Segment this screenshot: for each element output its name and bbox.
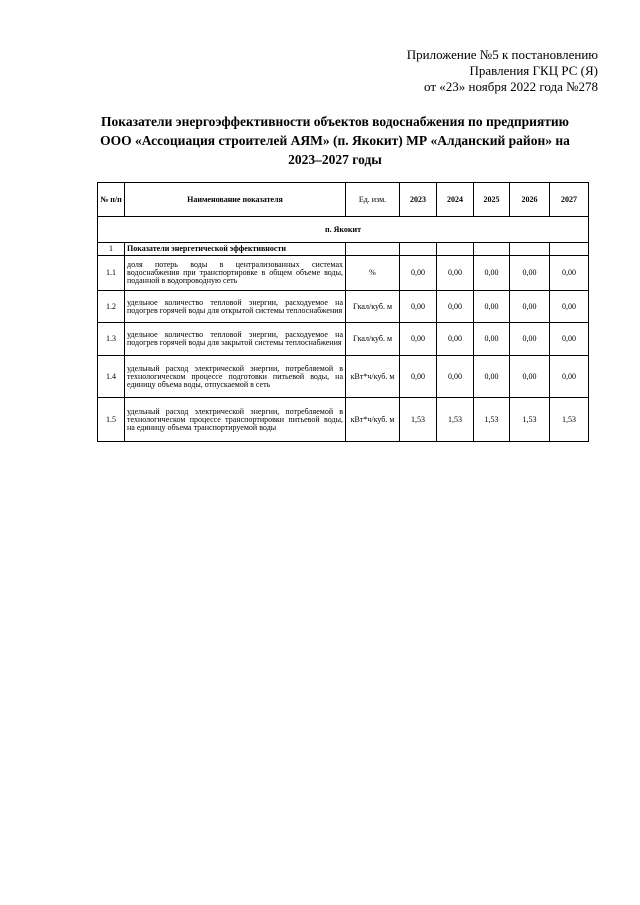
row-value: 0,00 <box>510 356 550 398</box>
row-value: 0,00 <box>510 323 550 356</box>
row-value: 1,53 <box>474 398 510 442</box>
empty-cell <box>437 243 474 256</box>
row-name: удельное количество тепловой энергии, расходуемое на подогрев горячей воды для закрытой системы теплоснабжения <box>125 323 346 356</box>
location-name: п. Якокит <box>98 217 589 243</box>
row-value: 1,53 <box>510 398 550 442</box>
row-num: 1.5 <box>98 398 125 442</box>
title-line-1: Показатели энергоэффективности объектов водоснабжения по предприятию <box>101 114 569 129</box>
header-year: 2025 <box>474 183 510 217</box>
header-year: 2026 <box>510 183 550 217</box>
row-num: 1.4 <box>98 356 125 398</box>
row-name: удельный расход электрической энергии, потребляемой в технологическом процессе подготовки питьевой воды, на единицу объема воды, отпускаемой в сеть <box>125 356 346 398</box>
row-value: 0,00 <box>474 256 510 291</box>
header-name: Наименование показателя <box>125 183 346 217</box>
row-value: 0,00 <box>550 256 589 291</box>
row-num: 1.1 <box>98 256 125 291</box>
section-num: 1 <box>98 243 125 256</box>
indicators-table <box>97 182 589 442</box>
row-num: 1.3 <box>98 323 125 356</box>
row-value: 1,53 <box>437 398 474 442</box>
header-num: № п/п <box>98 183 125 217</box>
document-title <box>80 112 590 169</box>
row-name: удельный расход электрической энергии, потребляемой в технологическом процессе транспортировки питьевой воды, на единицу объема транспортируемой воды <box>125 398 346 442</box>
row-name: доля потерь воды в централизованных системах водоснабжения при транспортировке в общем объеме воды, поданной в водопроводную сеть <box>125 256 346 291</box>
appendix-line-1: Приложение №5 к постановлению <box>406 47 598 62</box>
row-value: 0,00 <box>474 291 510 323</box>
row-num: 1.2 <box>98 291 125 323</box>
section-name: Показатели энергетической эффективности <box>125 243 346 256</box>
appendix-line-2: Правления ГКЦ РС (Я) <box>469 63 598 78</box>
row-value: 0,00 <box>400 356 437 398</box>
row-value: 0,00 <box>437 323 474 356</box>
table-row <box>98 398 589 442</box>
empty-cell <box>400 243 437 256</box>
row-value: 1,53 <box>400 398 437 442</box>
row-value: 0,00 <box>550 291 589 323</box>
row-value: 0,00 <box>474 356 510 398</box>
appendix-note <box>278 47 598 95</box>
section-row <box>98 243 589 256</box>
empty-cell <box>346 243 400 256</box>
header-year: 2023 <box>400 183 437 217</box>
empty-cell <box>550 243 589 256</box>
row-value: 0,00 <box>437 256 474 291</box>
row-unit: кВт*ч/куб. м <box>346 398 400 442</box>
title-line-2: ООО «Ассоциация строителей АЯМ» (п. Якокит) МР «Алданский район» на <box>100 133 570 148</box>
header-year: 2027 <box>550 183 589 217</box>
row-value: 1,53 <box>550 398 589 442</box>
empty-cell <box>474 243 510 256</box>
row-value: 0,00 <box>400 256 437 291</box>
table-row <box>98 256 589 291</box>
appendix-line-3: от «23» ноября 2022 года №278 <box>424 79 598 94</box>
row-value: 0,00 <box>474 323 510 356</box>
row-value: 0,00 <box>550 323 589 356</box>
location-row <box>98 217 589 243</box>
row-value: 0,00 <box>510 256 550 291</box>
row-name: удельное количество тепловой энергии, расходуемое на подогрев горячей воды для открытой системы теплоснабжения <box>125 291 346 323</box>
empty-cell <box>510 243 550 256</box>
header-unit: Ед. изм. <box>346 183 400 217</box>
row-unit: кВт*ч/куб. м <box>346 356 400 398</box>
row-value: 0,00 <box>550 356 589 398</box>
header-year: 2024 <box>437 183 474 217</box>
row-value: 0,00 <box>437 356 474 398</box>
row-value: 0,00 <box>510 291 550 323</box>
row-unit: Гкал/куб. м <box>346 323 400 356</box>
row-value: 0,00 <box>400 323 437 356</box>
table-header-row <box>98 183 589 217</box>
row-value: 0,00 <box>437 291 474 323</box>
row-unit: % <box>346 256 400 291</box>
table-row <box>98 356 589 398</box>
table-row <box>98 291 589 323</box>
table-row <box>98 323 589 356</box>
row-unit: Гкал/куб. м <box>346 291 400 323</box>
title-line-3: 2023–2027 годы <box>288 152 382 167</box>
row-value: 0,00 <box>400 291 437 323</box>
